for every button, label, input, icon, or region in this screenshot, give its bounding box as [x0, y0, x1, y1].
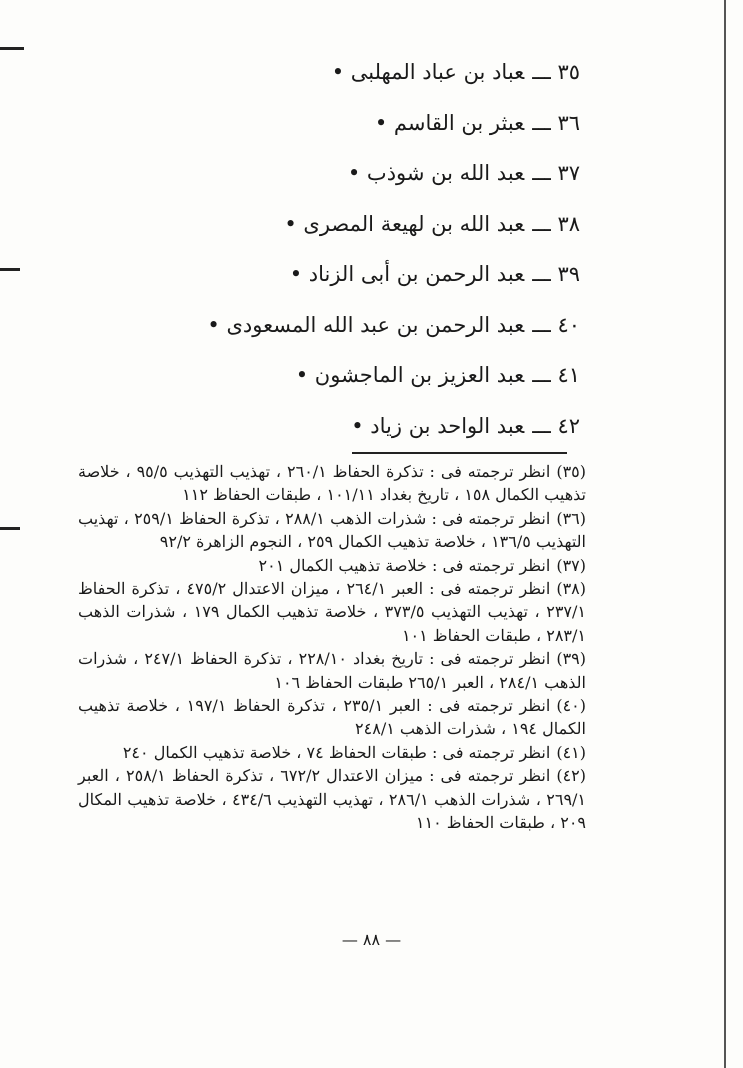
footnote	[78, 741, 586, 764]
narrator-entry	[200, 308, 580, 359]
footnote-text: انظر ترجمته فى : تاريخ بغداد ٢٢٨/١٠ ، تذكرة الحفاظ ٢٤٧/١ ، شذرات الذهب ٢٨٤/١ ، العبر ٢٦٥/١ طبقات الحفاظ ١٠٦	[78, 649, 586, 692]
footnote	[78, 507, 586, 554]
narrator-entry	[200, 106, 580, 157]
entry-name: عبد الله بن شوذب •	[347, 161, 525, 185]
footnote-text: انظر ترجمته فى : تذكرة الحفاظ ٢٦٠/١ ، تهذيب التهذيب ٩٥/٥ ، خلاصة تذهيب الكمال ١٥٨ ، تاريخ بغداد ١٠١/١١ ، طبقات الحفاظ ١١٢	[78, 462, 586, 505]
narrator-entry	[200, 55, 580, 106]
footnote-label: (٣٩)	[556, 649, 587, 669]
page-number: — ٨٨ —	[341, 930, 402, 949]
footnote-label: (٤٠)	[556, 696, 586, 716]
footnote-text: انظر ترجمته فى : خلاصة تذهيب الكمال ٢٠١	[258, 555, 551, 575]
footnote-label: (٤١)	[556, 742, 586, 762]
entry-number: ٤٢ ـــ	[532, 413, 580, 438]
entry-number: ٤١ ـــ	[532, 363, 580, 387]
entry-name: عباد بن عباد المهلبى •	[331, 60, 525, 84]
narrator-entry	[200, 207, 580, 258]
footnote-label: (٣٨)	[556, 579, 587, 599]
entry-number: ٣٥ ـــ	[532, 60, 580, 84]
entry-number: ٤٠ ـــ	[532, 312, 580, 337]
footnote-text: انظر ترجمته فى : شذرات الذهب ٢٨٨/١ ، تذكرة الحفاظ ٢٥٩/١ ، تهذيب التهذيب ١٣٦/٥ ، خلاصة تذهيب الكمال ٢٥٩ ، النجوم الزاهرة ٩٢/٢	[78, 508, 586, 552]
entry-name: عبد الرحمن بن أبى الزناد •	[289, 262, 525, 286]
narrator-list	[200, 55, 580, 459]
entry-name: عبد العزيز بن الماجشون •	[295, 363, 525, 387]
entry-number: ٣٦ ـــ	[532, 110, 580, 135]
footnote-text: انظر ترجمته فى : طبقات الحفاظ ٧٤ ، خلاصة تذهيب الكمال ٢٤٠	[122, 742, 551, 762]
footnote	[78, 554, 586, 577]
footnote-label: (٣٦)	[556, 508, 586, 528]
footnote	[78, 577, 586, 647]
entry-number: ٣٨ ـــ	[532, 211, 580, 236]
footnotes	[78, 460, 586, 835]
footnote	[78, 460, 586, 507]
footnote-label: (٣٧)	[556, 555, 586, 575]
margin-mark	[0, 47, 24, 50]
entry-name: عبد الرحمن بن عبد الله المسعودى •	[207, 312, 525, 337]
footnote-divider	[352, 452, 567, 454]
footnote-text: انظر ترجمته فى : العبر ٢٦٤/١ ، ميزان الاعتدال ٤٧٥/٢ ، تذكرة الحفاظ ٢٣٧/١ ، تهذيب التهذيب ٣٧٣/٥ ، خلاصة تذهيب الكمال ١٧٩ ، شذرات الذهب ٢٨٣/١ ، طبقات الحفاظ ١٠١	[78, 579, 586, 645]
footnote	[78, 647, 586, 694]
footnote	[78, 764, 586, 834]
narrator-entry	[200, 156, 580, 207]
footnote-text: انظر ترجمته فى : العبر ٢٣٥/١ ، تذكرة الحفاظ ١٩٧/١ ، خلاصة تذهيب الكمال ١٩٤ ، شذرات الذهب ٢٤٨/١	[78, 696, 586, 739]
entry-number: ٣٧ ـــ	[532, 161, 580, 185]
entry-name: عبد الواحد بن زياد •	[351, 413, 525, 438]
margin-mark	[0, 527, 20, 530]
footnote-text: انظر ترجمته فى : ميزان الاعتدال ٦٧٢/٢ ، تذكرة الحفاظ ٢٥٨/١ ، العبر ٢٦٩/١ ، شذرات الذهب ٢٨٦/١ ، تهذيب التهذيب ٤٣٤/٦ ، خلاصة تذهيب المكال ٢٠٩ ، طبقات الحفاظ ١١٠	[78, 766, 587, 833]
entry-number: ٣٩ ـــ	[532, 262, 580, 286]
narrator-entry	[200, 257, 580, 308]
narrator-entry	[200, 358, 580, 409]
page-edge-line	[724, 0, 726, 1068]
entry-name: عبثر بن القاسم •	[374, 110, 525, 135]
footnote-label: (٤٢)	[556, 766, 587, 786]
entry-name: عبد الله بن لهيعة المصرى •	[284, 211, 525, 236]
margin-mark	[0, 268, 20, 271]
footnote	[78, 694, 586, 741]
footnote-label: (٣٥)	[556, 462, 587, 481]
